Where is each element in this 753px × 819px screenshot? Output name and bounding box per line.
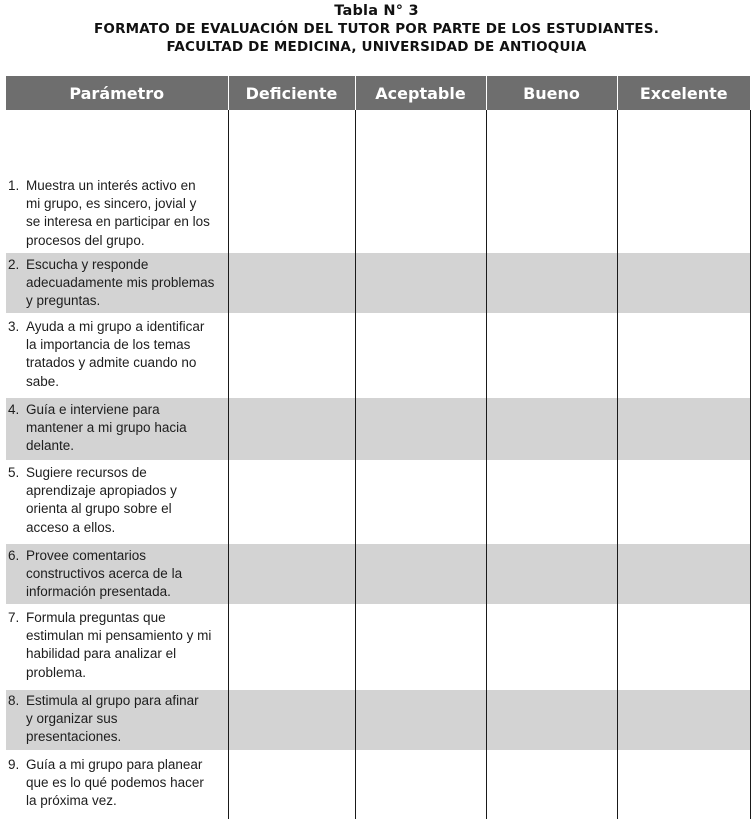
parameter-text: Ayuda a mi grupo a identificar la importancia de los temas tratados y admite cuando no sabe. xyxy=(26,319,205,389)
parameter-text: Escucha y responde adecuadamente mis problemas y preguntas. xyxy=(26,257,215,309)
row-number: 1. xyxy=(8,178,20,193)
table-row xyxy=(6,544,750,604)
table-number: Tabla N° 3 xyxy=(334,3,419,19)
rating-bueno-cell[interactable] xyxy=(486,253,617,313)
rating-bueno-cell[interactable] xyxy=(486,604,617,690)
parameter-cell xyxy=(6,110,228,253)
parameter-cell xyxy=(6,690,228,750)
rating-deficiente-cell[interactable] xyxy=(228,110,355,253)
rating-excelente-cell[interactable] xyxy=(617,604,750,690)
rating-deficiente-cell[interactable] xyxy=(228,544,355,604)
rating-excelente-cell[interactable] xyxy=(617,460,750,544)
parameter-cell xyxy=(6,253,228,313)
parameter-cell xyxy=(6,398,228,460)
parameter-cell xyxy=(6,460,228,544)
header-aceptable: Aceptable xyxy=(355,76,486,110)
rating-aceptable-cell[interactable] xyxy=(355,313,486,398)
rating-bueno-cell[interactable] xyxy=(486,544,617,604)
rating-excelente-cell[interactable] xyxy=(617,253,750,313)
parameter-text: Sugiere recursos de aprendizaje apropiados y orienta al grupo sobre el acceso a ellos. xyxy=(26,465,177,535)
table-row xyxy=(6,460,750,544)
header-deficiente: Deficiente xyxy=(228,76,355,110)
evaluation-table xyxy=(6,76,751,819)
title-line-1: FORMATO DE EVALUACIÓN DEL TUTOR POR PARTE DE LOS ESTUDIANTES. xyxy=(93,21,660,37)
rating-deficiente-cell[interactable] xyxy=(228,460,355,544)
parameter-cell xyxy=(6,313,228,398)
rating-excelente-cell[interactable] xyxy=(617,544,750,604)
title-line-2: FACULTAD DE MEDICINA, UNIVERSIDAD DE ANTIOQUIA xyxy=(166,39,587,55)
rating-excelente-cell[interactable] xyxy=(617,313,750,398)
rating-aceptable-cell[interactable] xyxy=(355,544,486,604)
row-number: 2. xyxy=(8,257,20,272)
header-bueno: Bueno xyxy=(486,76,617,110)
title-block xyxy=(0,2,753,56)
parameter-text: Provee comentarios constructivos acerca de la información presentada. xyxy=(26,548,183,600)
rating-excelente-cell[interactable] xyxy=(617,750,750,819)
row-number: 7. xyxy=(8,610,20,625)
table-row xyxy=(6,398,750,460)
rating-bueno-cell[interactable] xyxy=(486,750,617,819)
rating-deficiente-cell[interactable] xyxy=(228,398,355,460)
parameter-cell xyxy=(6,604,228,690)
rating-bueno-cell[interactable] xyxy=(486,460,617,544)
table-row xyxy=(6,750,750,819)
parameter-text: Formula preguntas que estimulan mi pensamiento y mi habilidad para analizar el problema. xyxy=(26,610,212,680)
header-parametro: Parámetro xyxy=(6,76,228,110)
rating-aceptable-cell[interactable] xyxy=(355,253,486,313)
rating-aceptable-cell[interactable] xyxy=(355,690,486,750)
parameter-cell xyxy=(6,750,228,819)
parameter-text: Guía e interviene para mantener a mi grupo hacia delante. xyxy=(26,402,187,454)
rating-bueno-cell[interactable] xyxy=(486,398,617,460)
table-row xyxy=(6,110,750,253)
parameter-text: Estimula al grupo para afinar y organizar sus presentaciones. xyxy=(26,693,199,745)
rating-deficiente-cell[interactable] xyxy=(228,313,355,398)
rating-bueno-cell[interactable] xyxy=(486,110,617,253)
rating-aceptable-cell[interactable] xyxy=(355,110,486,253)
rating-aceptable-cell[interactable] xyxy=(355,460,486,544)
rating-aceptable-cell[interactable] xyxy=(355,604,486,690)
rating-deficiente-cell[interactable] xyxy=(228,750,355,819)
rating-excelente-cell[interactable] xyxy=(617,398,750,460)
parameter-text: Muestra un interés activo en mi grupo, es sincero, jovial y se interesa en participar en los procesos del grupo. xyxy=(26,178,210,248)
row-number: 6. xyxy=(8,548,20,563)
rating-aceptable-cell[interactable] xyxy=(355,750,486,819)
rating-deficiente-cell[interactable] xyxy=(228,253,355,313)
rating-deficiente-cell[interactable] xyxy=(228,690,355,750)
rating-bueno-cell[interactable] xyxy=(486,313,617,398)
table-row xyxy=(6,690,750,750)
row-number: 8. xyxy=(8,693,20,708)
parameter-cell xyxy=(6,544,228,604)
header-excelente: Excelente xyxy=(617,76,750,110)
row-number: 5. xyxy=(8,465,20,480)
table-row xyxy=(6,253,750,313)
rating-deficiente-cell[interactable] xyxy=(228,604,355,690)
header-row xyxy=(6,76,750,110)
table-row xyxy=(6,604,750,690)
parameter-text: Guía a mi grupo para planear que es lo qué podemos hacer la próxima vez. xyxy=(26,757,204,809)
row-number: 4. xyxy=(8,402,20,417)
rating-bueno-cell[interactable] xyxy=(486,690,617,750)
rating-excelente-cell[interactable] xyxy=(617,690,750,750)
rating-aceptable-cell[interactable] xyxy=(355,398,486,460)
table-row xyxy=(6,313,750,398)
row-number: 9. xyxy=(8,757,20,772)
rating-excelente-cell[interactable] xyxy=(617,110,750,253)
row-number: 3. xyxy=(8,319,20,334)
